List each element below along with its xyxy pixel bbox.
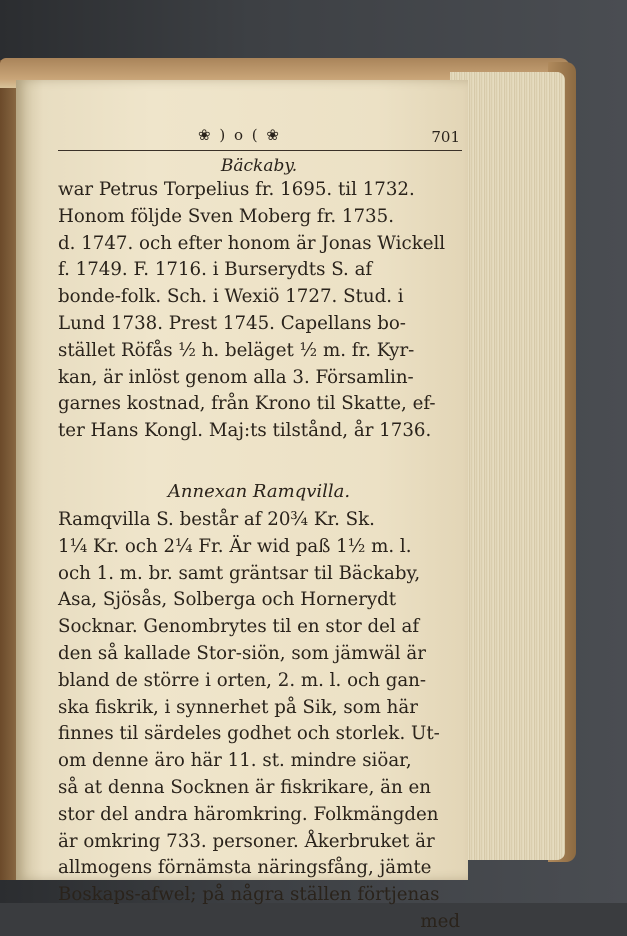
text-line: finnes til särdeles godhet och storlek. Ut- [58,723,440,745]
text-line: Honom följde Sven Moberg fr. 1735. [58,205,394,227]
text-line: så at denna Socknen är fiskrikare, än en [58,776,431,798]
head-rule [58,150,462,151]
text-line: Ramqvilla S. består af 20¾ Kr. Sk. [58,508,375,530]
text-line: är omkring 733. personer. Åkerbruket är [58,830,435,852]
spacer [58,445,460,477]
text-line: f. 1749. F. 1716. i Burserydts S. af [58,259,373,281]
text-line: bonde-folk. Sch. i Wexiö 1727. Stud. i [58,286,404,308]
text-line: d. 1747. och efter honom är Jonas Wickell [58,232,446,254]
page-number: 701 [431,128,460,146]
ornament: ❀ ) o ( ❀ [198,126,281,144]
book-page [16,80,468,932]
text-line: stället Röfås ½ h. beläget ½ m. fr. Kyr- [58,339,415,361]
text-line: och 1. m. br. samt gräntsar til Bäckaby, [58,562,421,584]
text-line: Lund 1738. Prest 1745. Capellans bo- [58,312,406,334]
text-line: allmogens förnämsta näringsfång, jämte [58,857,432,879]
text-line: Asa, Sjösås, Solberga och Hornerydt [58,589,397,611]
paragraph-1 [58,177,460,445]
text-line: Boskaps-afwel; på några ställen förtjenas [58,884,440,906]
text-line: Socknar. Genombrytes til en stor del af [58,616,420,638]
running-head [58,126,460,148]
page-content [58,126,460,936]
text-line: ter Hans Kongl. Maj:ts tilstånd, år 1736. [58,420,432,442]
text-line: bland de större i orten, 2. m. l. och gan- [58,669,427,691]
text-line: ska fiskrik, i synnerhet på Sik, som här [58,696,418,718]
text-line: war Petrus Torpelius fr. 1695. til 1732. [58,179,415,200]
text-line: stor del andra häromkring. Folkmängden [58,803,439,825]
text-line: kan, är inlöst genom alla 3. Församlin- [58,366,414,388]
heading: Bäckaby. [220,156,298,176]
text-line: 1¼ Kr. och 2¼ Fr. Är wid paß 1½ m. l. [58,535,412,557]
catchword: med [420,910,460,932]
text-line: om denne äro här 11. st. mindre siöar, [58,750,412,772]
section-title: Annexan Ramqvilla. [167,480,351,502]
text-line: den så kallade Stor-siön, som jämwäl är [58,642,426,664]
paragraph-2 [58,507,460,936]
text-line: garnes kostnad, från Krono til Skatte, ef- [58,393,436,415]
